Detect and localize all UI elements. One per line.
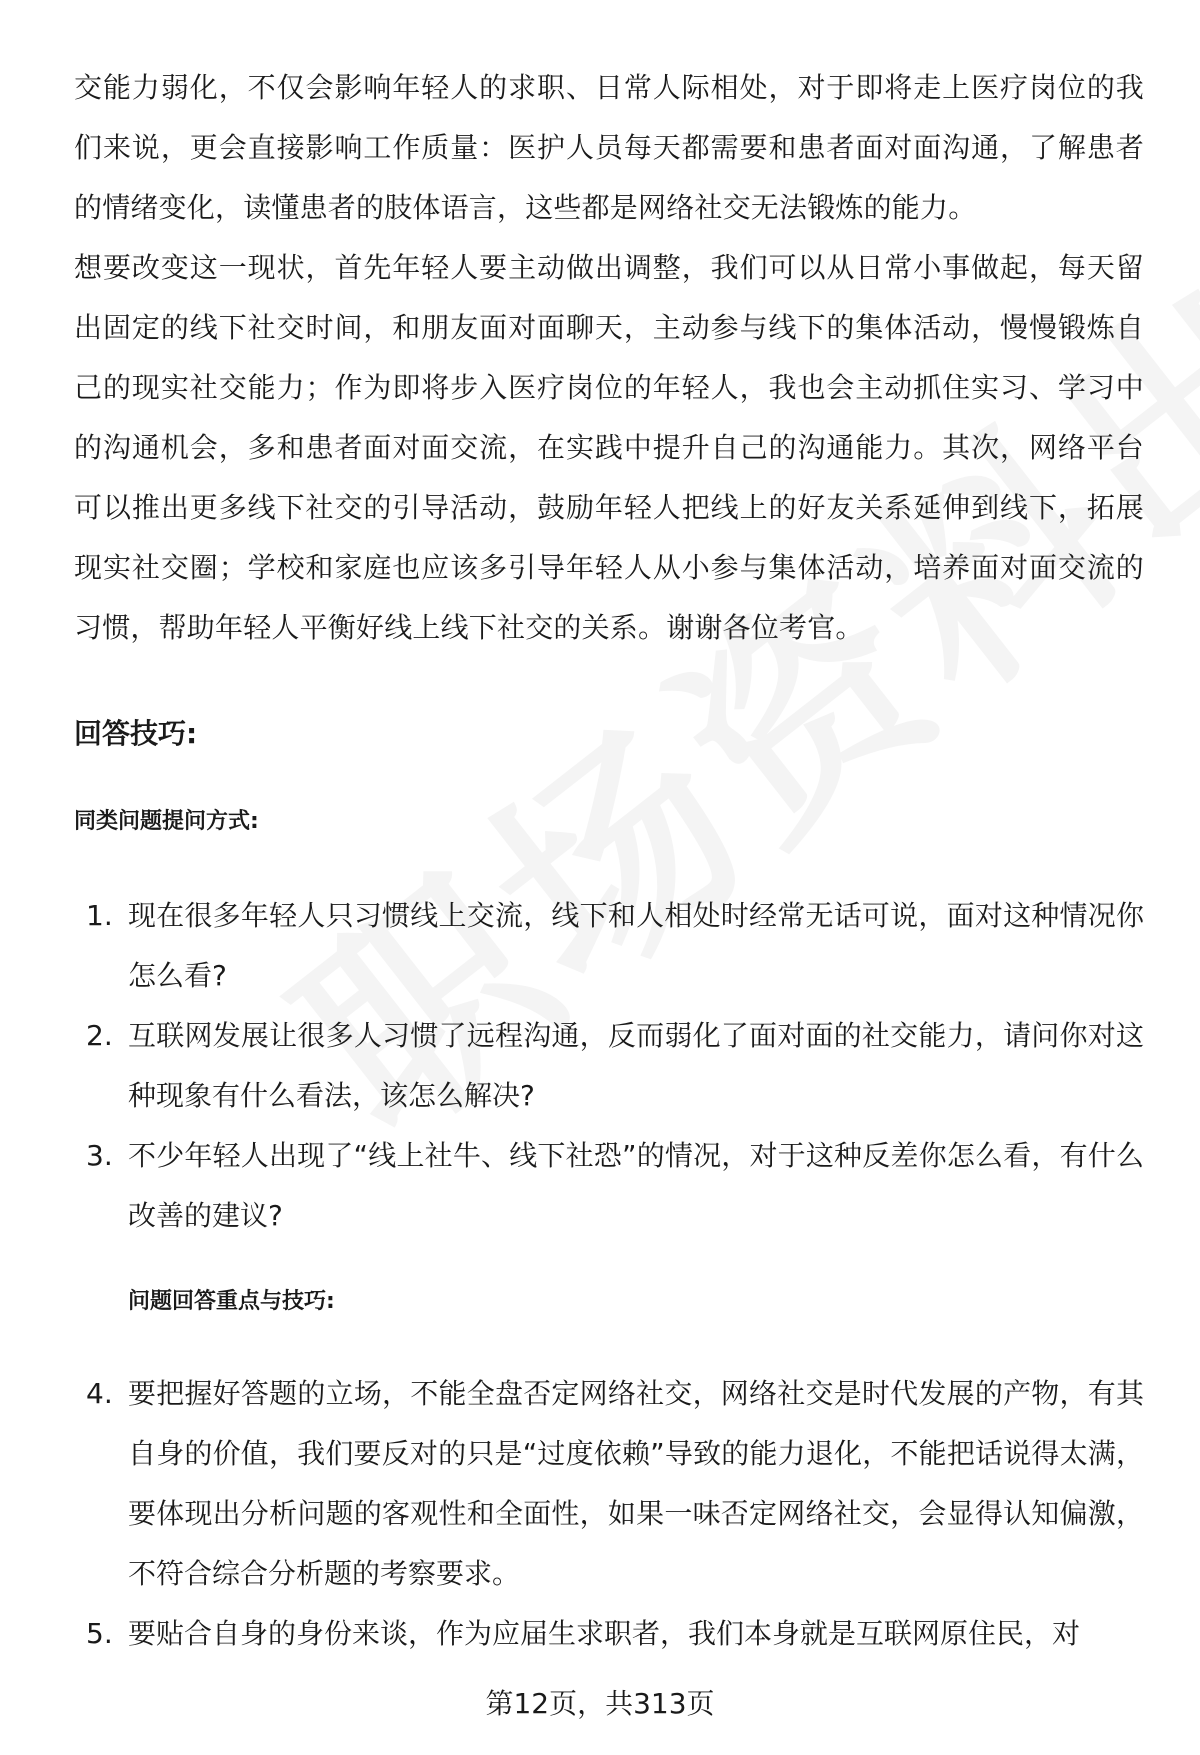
list-item [74,886,1144,1006]
list-item-number: 3. [86,1139,113,1172]
list-item-number: 5. [86,1617,113,1650]
list-item-text: 互联网发展让很多人习惯了远程沟通，反而弱化了面对面的社交能力，请问你对这种现象有什么看法，该怎么解决? [128,1019,1144,1112]
list-item-number: 2. [86,1019,113,1052]
key-points-list [74,1364,1144,1664]
list-item [74,1126,1144,1246]
list-item-text: 不少年轻人出现了“线上社牛、线下社恐”的情况，对于这种反差你怎么看，有什么改善的建议? [128,1139,1144,1232]
similar-questions-heading: 同类问题提问方式: [74,809,259,834]
similar-questions-list [74,886,1144,1246]
list-item-number: 1. [86,899,113,932]
list-item-text: 要把握好答题的立场，不能全盘否定网络社交，网络社交是时代发展的产物，有其自身的价值，我们要反对的只是“过度依赖”导致的能力退化，不能把话说得太满，要体现出分析问题的客观性和全面性，如果一味否定网络社交，会显得认知偏激，不符合综合分析题的考察要求。 [128,1377,1144,1590]
section-title: 回答技巧: [74,717,198,750]
list-item [74,1364,1144,1604]
body-paragraph-2: 想要改变这一现状，首先年轻人要主动做出调整，我们可以从日常小事做起，每天留出固定的线下社交时间，和朋友面对面聊天，主动参与线下的集体活动，慢慢锻炼自己的现实社交能力；作为即将步入医疗岗位的年轻人，我也会主动抓住实习、学习中的沟通机会，多和患者面对面交流，在实践中提升自己的沟通能力。其次，网络平台可以推出更多线下社交的引导活动，鼓励年轻人把线上的好友关系延伸到线下，拓展现实社交圈；学校和家庭也应该多引导年轻人从小参与集体活动，培养面对面交流的习惯，帮助年轻人平衡好线上线下社交的关系。谢谢各位考官。 [74,251,1144,644]
list-item [74,1006,1144,1126]
page-number-footer: 第12页，共313页 [485,1687,715,1720]
page-content [74,58,1144,1664]
key-points-heading: 问题回答重点与技巧: [128,1289,335,1314]
list-item-text: 要贴合自身的身份来谈，作为应届生求职者，我们本身就是互联网原住民，对 [128,1617,1081,1650]
list-item-text: 现在很多年轻人只习惯线上交流，线下和人相处时经常无话可说，面对这种情况你怎么看? [128,899,1144,992]
body-paragraph-1: 交能力弱化，不仅会影响年轻人的求职、日常人际相处，对于即将走上医疗岗位的我们来说，更会直接影响工作质量：医护人员每天都需要和患者面对面沟通，了解患者的情绪变化，读懂患者的肢体语言，这些都是网络社交无法锻炼的能力。 [74,71,1144,224]
list-item-number: 4. [86,1377,113,1410]
list-item [74,1604,1144,1664]
